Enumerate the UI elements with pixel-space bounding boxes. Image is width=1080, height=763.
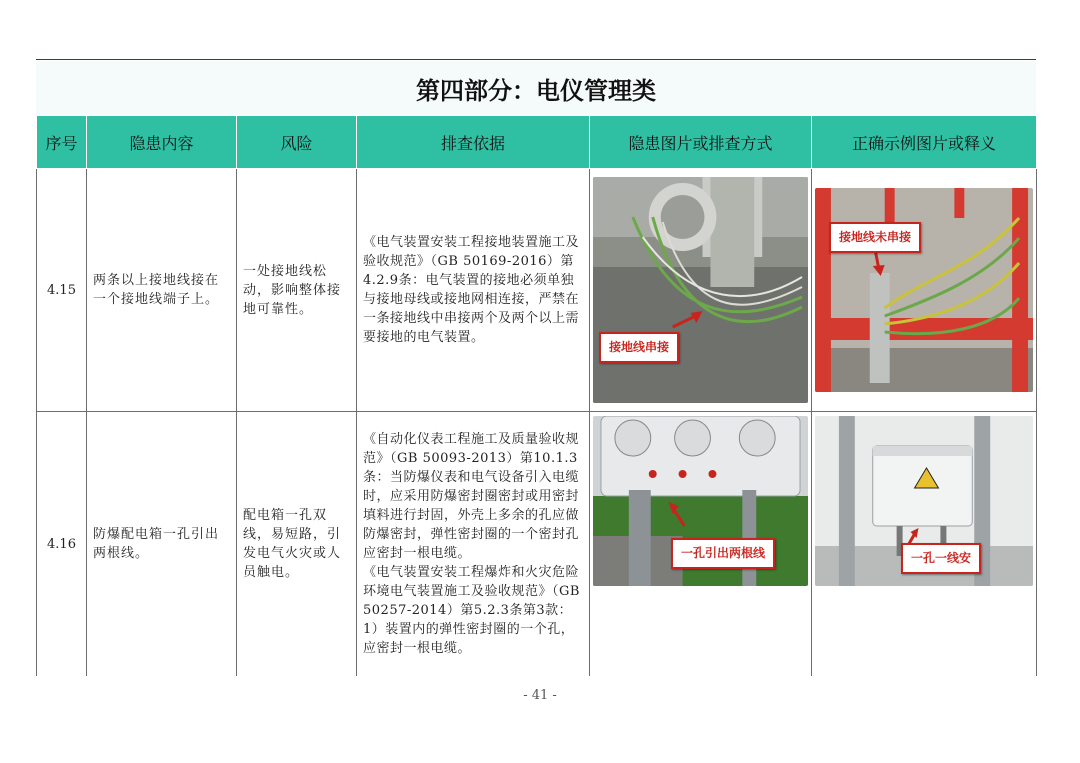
hazard-table	[36, 115, 1037, 676]
correct-photo	[815, 416, 1033, 586]
risk-content: 配电箱一孔双线，易短路，引发电气火灾或人员触电。	[237, 412, 357, 677]
header-correct-photo: 正确示例图片或释义	[812, 116, 1037, 169]
table-row	[37, 412, 1037, 677]
risk-content: 一处接地线松动，影响整体接地可靠性。	[237, 169, 357, 412]
correct-callout: 接地线未串接	[829, 222, 921, 253]
correct-photo-image	[815, 188, 1033, 392]
correct-photo-cell	[812, 169, 1037, 412]
hazard-photo-cell	[590, 169, 812, 412]
top-rule	[36, 59, 1036, 60]
header-hazard-photo: 隐患图片或排查方式	[590, 116, 812, 169]
page-number: - 41 -	[523, 688, 557, 703]
table-row	[37, 169, 1037, 412]
hazard-callout: 接地线串接	[599, 332, 679, 363]
header-basis: 排查依据	[357, 116, 590, 169]
header-num: 序号	[37, 116, 87, 169]
hazard-photo	[593, 416, 808, 586]
correct-callout: 一孔一线安	[901, 543, 981, 574]
row-number: 4.15	[37, 169, 87, 412]
hazard-photo	[593, 177, 808, 403]
hazard-content: 两条以上接地线接在一个接地线端子上。	[87, 169, 237, 412]
hazard-photo-image	[593, 177, 808, 403]
header-risk: 风险	[237, 116, 357, 169]
basis-content: 《电气装置安装工程接地装置施工及验收规范》（GB 50169-2016）第4.2.9条：电气装置的接地必须单独与接地母线或接地网相连接，严禁在一条接地线中串接两个及两个以上需要接地的电气装置。	[357, 169, 590, 412]
row-number: 4.16	[37, 412, 87, 677]
hazard-content: 防爆配电箱一孔引出两根线。	[87, 412, 237, 677]
correct-photo	[815, 188, 1033, 392]
basis-content: 《自动化仪表工程施工及质量验收规范》（GB 50093-2013）第10.1.3条：当防爆仪表和电气设备引入电缆时，应采用防爆密封圈密封或用密封填料进行封固，外壳上多余的孔应做防爆密封，弹性密封圈的一个密封孔应密封一根电缆。 《电气装置安装工程爆炸和火灾危险环境电气装置施工及验收规范》（GB 50257-2014）第5.2.3条第3款：1）装置内的弹性密封圈的一个孔，应密封一根电缆。	[357, 412, 590, 677]
header-hazard: 隐患内容	[87, 116, 237, 169]
hazard-callout: 一孔引出两根线	[671, 538, 775, 569]
hazard-photo-cell	[590, 412, 812, 677]
section-title: 第四部分：电仪管理类	[36, 61, 1036, 115]
correct-photo-cell	[812, 412, 1037, 677]
table-header-row	[37, 116, 1037, 169]
